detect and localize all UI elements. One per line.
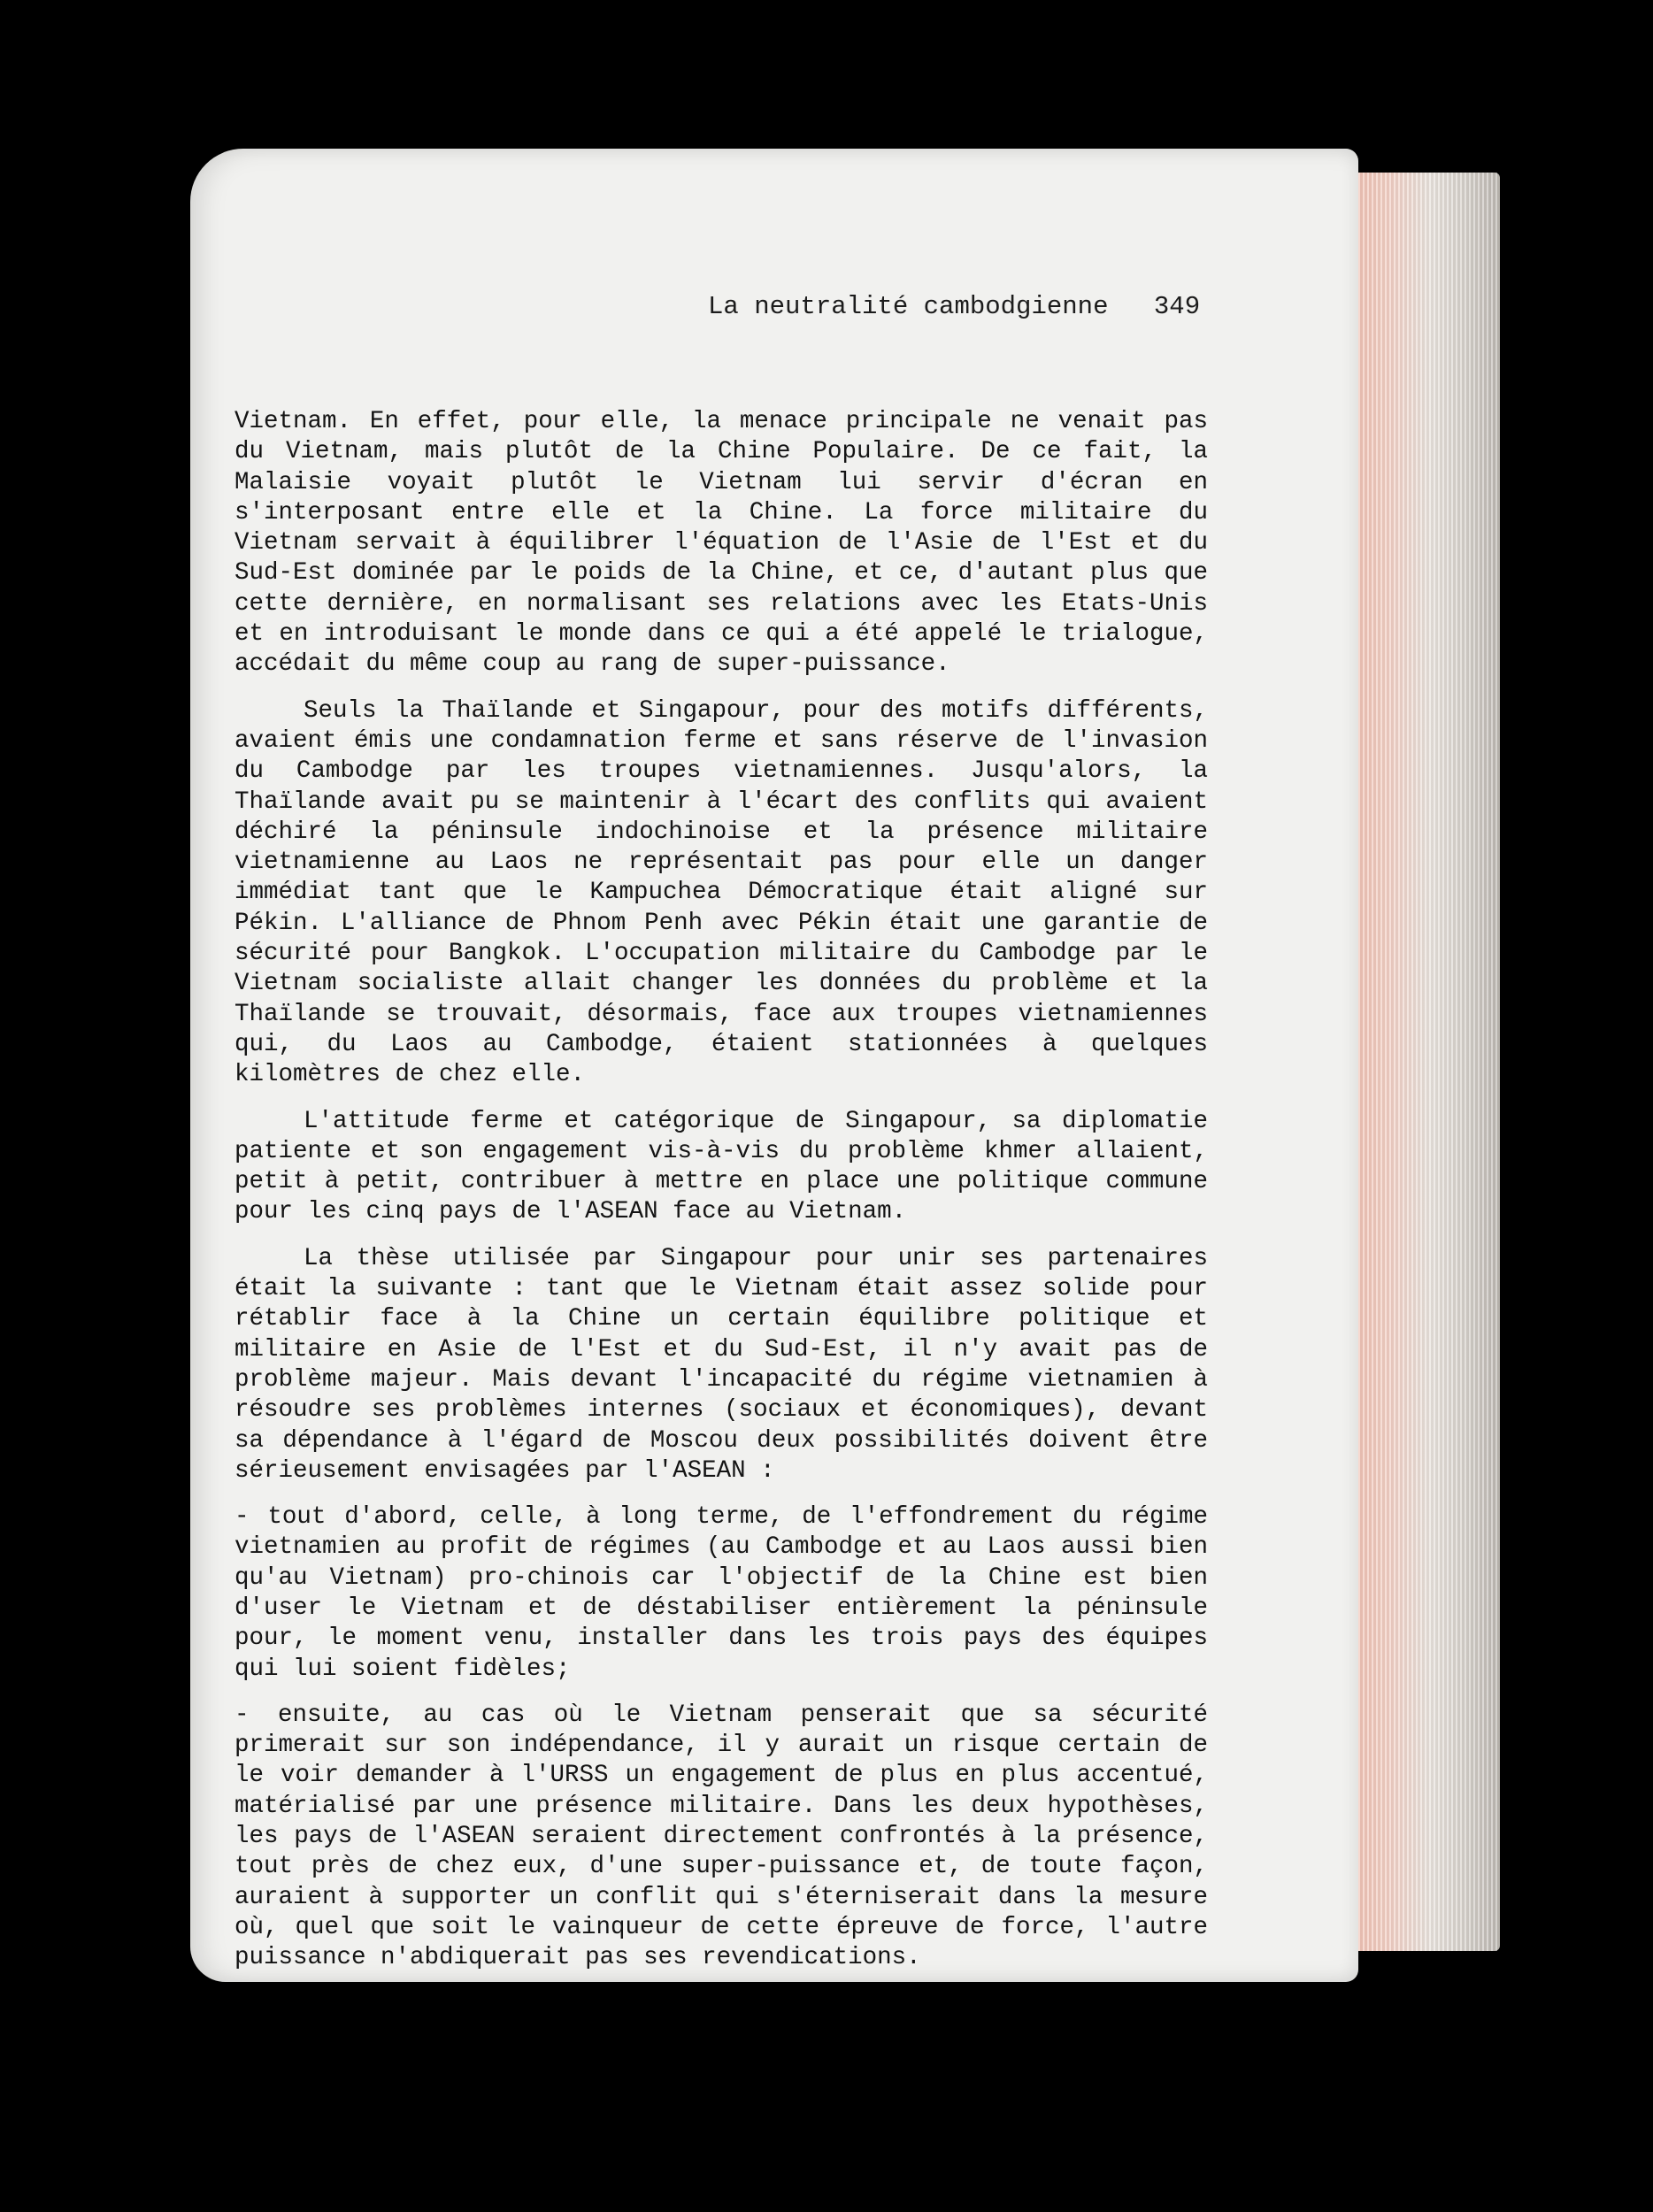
page-number: 349 — [1153, 292, 1201, 321]
list-item: - ensuite, au cas où le Vietnam penserait que sa sécurité primerait sur son indépendance, il y aurait un risque certain de le voir demander à l'URSS un engagement de plus en plus accentué, matérialisé par une présence militaire. Dans les deux hypothèses, les pays de l'ASEAN seraient directement confrontés à la présence, tout près de chez eux, d'une super-puissance et, de toute façon, auraient à supporter un conflit qui s'éterniserait dans la mesure où, quel que soit le vainqueur de cette épreuve de force, l'autre puissance n'abdiquerait pas ses revendications. — [234, 1701, 1208, 1972]
body-text — [234, 407, 1208, 1990]
running-head — [708, 292, 1201, 321]
paragraph: Vietnam. En effet, pour elle, la menace principale ne venait pas du Vietnam, mais plutôt de la Chine Populaire. De ce fait, la Malaisie voyait plutôt le Vietnam lui servir d'écran en s'interposant entre elle et la Chine. La force militaire du Vietnam servait à équilibrer l'équation de l'Asie de l'Est et du Sud-Est dominée par le poids de la Chine, et ce, d'autant plus que cette dernière, en normalisant ses relations avec les Etats-Unis et en introduisant le monde dans ce qui a été appelé le trialogue, accédait du même coup au rang de super-puissance. — [234, 408, 1208, 679]
paragraph: La thèse utilisée par Singapour pour unir ses partenaires était la suivante : tant que le Vietnam était assez solide pour rétablir face à la Chine un certain équilibre politique et militaire en Asie de l'Est et du Sud-Est, il n'y avait pas de problème majeur. Mais devant l'incapacité du régime vietnamien à résoudre ses problèmes internes (sociaux et économiques), devant sa dépendance à l'égard de Moscou deux possibilités doivent être sérieusement envisagées par l'ASEAN : — [234, 1244, 1208, 1485]
paragraph: Seuls la Thaïlande et Singapour, pour des motifs différents, avaient émis une condamnation ferme et sans réserve de l'invasion du Cambodge par les troupes vietnamiennes. Jusqu'alors, la Thaïlande avait pu se maintenir à l'écart des conflits qui avaient déchiré la péninsule indochinoise et la présence militaire vietnamienne au Laos ne représentait pas pour elle un danger immédiat tant que le Kampuchea Démocratique était aligné sur Pékin. L'alliance de Phnom Penh avec Pékin était une garantie de sécurité pour Bangkok. L'occupation militaire du Cambodge par le Vietnam socialiste allait changer les données du problème et la Thaïlande se trouvait, désormais, face aux troupes vietnamiennes qui, du Laos au Cambodge, étaient stationnées à quelques kilomètres de chez elle. — [234, 696, 1208, 1089]
running-head-title: La neutralité cambodgienne — [708, 292, 1109, 321]
paragraph: L'attitude ferme et catégorique de Singapour, sa diplomatie patiente et son engagement vis-à-vis du problème khmer allaient, petit à petit, contribuer à mettre en place une politique commune pour les cinq pays de l'ASEAN face au Vietnam. — [234, 1107, 1208, 1226]
list-item: - tout d'abord, celle, à long terme, de l'effondrement du régime vietnamien au profit de régimes (au Cambodge et au Laos aussi bien qu'au Vietnam) pro-chinois car l'objectif de la Chine est bien d'user le Vietnam et de déstabiliser entièrement la péninsule pour, le moment venu, installer dans les trois pays des équipes qui lui soient fidèles; — [234, 1503, 1208, 1683]
